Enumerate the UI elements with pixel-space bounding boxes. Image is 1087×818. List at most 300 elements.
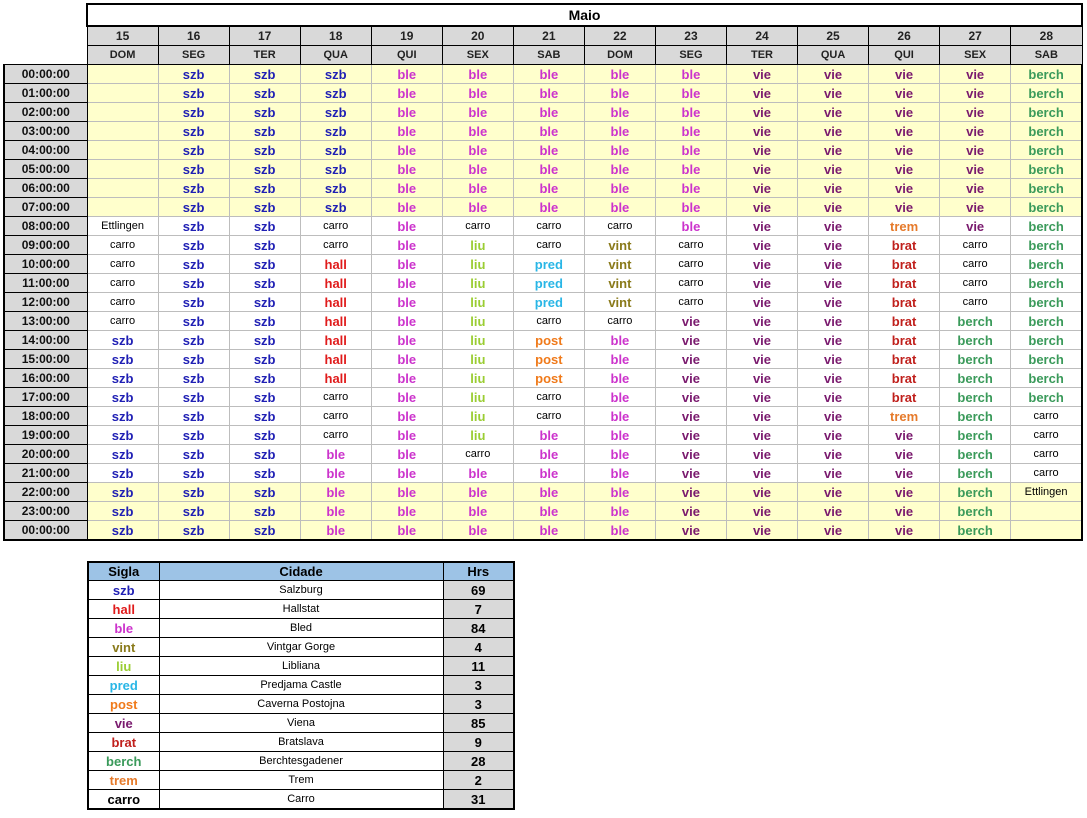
day-of-week: DOM bbox=[87, 46, 158, 65]
day-of-week: SEG bbox=[158, 46, 229, 65]
schedule-cell: szb bbox=[229, 426, 300, 445]
schedule-cell: hall bbox=[300, 274, 371, 293]
schedule-cell: hall bbox=[300, 293, 371, 312]
schedule-cell: vie bbox=[940, 217, 1011, 236]
schedule-cell: ble bbox=[655, 179, 726, 198]
schedule-cell: szb bbox=[229, 521, 300, 541]
schedule-cell: liu bbox=[442, 369, 513, 388]
schedule-row bbox=[4, 255, 1082, 274]
schedule-cell: ble bbox=[442, 483, 513, 502]
schedule-cell: szb bbox=[158, 293, 229, 312]
schedule-cell: vie bbox=[726, 84, 797, 103]
schedule-cell: post bbox=[513, 331, 584, 350]
schedule-cell: szb bbox=[158, 426, 229, 445]
time-label: 11:00:00 bbox=[4, 274, 87, 293]
schedule-cell: carro bbox=[300, 217, 371, 236]
day-of-week: SEX bbox=[442, 46, 513, 65]
schedule-cell: vie bbox=[726, 160, 797, 179]
schedule-cell: ble bbox=[371, 255, 442, 274]
schedule-cell: vie bbox=[798, 179, 869, 198]
schedule-cell: ble bbox=[371, 293, 442, 312]
schedule-cell: vie bbox=[869, 141, 940, 160]
day-of-week: SEX bbox=[940, 46, 1011, 65]
schedule-cell: carro bbox=[655, 236, 726, 255]
schedule-cell: szb bbox=[229, 502, 300, 521]
legend-header-sigla: Sigla bbox=[88, 562, 159, 581]
schedule-row bbox=[4, 236, 1082, 255]
legend-hours: 84 bbox=[443, 619, 514, 638]
legend-table bbox=[87, 561, 515, 810]
schedule-cell: berch bbox=[1011, 84, 1082, 103]
schedule-cell: liu bbox=[442, 331, 513, 350]
schedule-cell: szb bbox=[87, 502, 158, 521]
schedule-cell bbox=[87, 198, 158, 217]
schedule-cell: vie bbox=[798, 369, 869, 388]
schedule-cell: vie bbox=[798, 502, 869, 521]
day-number: 22 bbox=[584, 26, 655, 46]
legend-row bbox=[88, 638, 514, 657]
schedule-cell: vie bbox=[798, 388, 869, 407]
schedule-cell: szb bbox=[158, 217, 229, 236]
legend-row bbox=[88, 581, 514, 600]
time-label: 06:00:00 bbox=[4, 179, 87, 198]
schedule-row bbox=[4, 141, 1082, 160]
legend-hours: 69 bbox=[443, 581, 514, 600]
legend-city: Bratslava bbox=[159, 733, 443, 752]
schedule-cell: vie bbox=[726, 198, 797, 217]
schedule-cell: vie bbox=[869, 521, 940, 541]
day-number: 25 bbox=[798, 26, 869, 46]
schedule-cell: ble bbox=[371, 198, 442, 217]
schedule-cell: brat bbox=[869, 293, 940, 312]
schedule-cell: carro bbox=[655, 255, 726, 274]
schedule-cell: hall bbox=[300, 331, 371, 350]
schedule-cell: ble bbox=[584, 426, 655, 445]
schedule-cell: ble bbox=[584, 122, 655, 141]
schedule-cell: vie bbox=[655, 350, 726, 369]
day-number: 19 bbox=[371, 26, 442, 46]
schedule-cell: carro bbox=[300, 236, 371, 255]
schedule-cell: ble bbox=[442, 160, 513, 179]
schedule-cell: vie bbox=[869, 103, 940, 122]
schedule-cell: szb bbox=[229, 141, 300, 160]
schedule-cell: ble bbox=[371, 407, 442, 426]
schedule-cell: trem bbox=[869, 407, 940, 426]
legend-row bbox=[88, 676, 514, 695]
legend-hours: 3 bbox=[443, 695, 514, 714]
schedule-cell: vie bbox=[798, 464, 869, 483]
schedule-cell: pred bbox=[513, 255, 584, 274]
schedule-cell: ble bbox=[655, 122, 726, 141]
schedule-cell: ble bbox=[513, 426, 584, 445]
schedule-cell: ble bbox=[584, 521, 655, 541]
month-title: Maio bbox=[87, 4, 1082, 26]
schedule-cell: vie bbox=[869, 198, 940, 217]
schedule-cell: ble bbox=[371, 274, 442, 293]
schedule-cell: ble bbox=[442, 122, 513, 141]
schedule-cell: vint bbox=[584, 274, 655, 293]
schedule-cell: hall bbox=[300, 369, 371, 388]
time-label: 02:00:00 bbox=[4, 103, 87, 122]
legend-row bbox=[88, 733, 514, 752]
schedule-cell: carro bbox=[513, 388, 584, 407]
schedule-cell: vie bbox=[726, 369, 797, 388]
schedule-cell: ble bbox=[371, 122, 442, 141]
schedule-cell: vie bbox=[798, 141, 869, 160]
schedule-row bbox=[4, 502, 1082, 521]
schedule-cell: szb bbox=[229, 65, 300, 84]
schedule-cell: szb bbox=[158, 445, 229, 464]
schedule-cell: ble bbox=[371, 388, 442, 407]
schedule-cell: szb bbox=[158, 65, 229, 84]
legend-sigla: carro bbox=[88, 790, 159, 810]
schedule-cell: ble bbox=[584, 331, 655, 350]
schedule-cell: carro bbox=[584, 217, 655, 236]
schedule-cell: hall bbox=[300, 312, 371, 331]
schedule-cell: szb bbox=[300, 103, 371, 122]
schedule-cell: vie bbox=[798, 331, 869, 350]
schedule-cell: brat bbox=[869, 312, 940, 331]
schedule-row bbox=[4, 103, 1082, 122]
schedule-row bbox=[4, 483, 1082, 502]
schedule-cell: berch bbox=[940, 312, 1011, 331]
schedule-cell: szb bbox=[158, 350, 229, 369]
schedule-cell: vie bbox=[940, 122, 1011, 141]
schedule-cell: liu bbox=[442, 350, 513, 369]
schedule-cell: vie bbox=[655, 407, 726, 426]
legend-sigla: liu bbox=[88, 657, 159, 676]
schedule-cell: szb bbox=[158, 84, 229, 103]
schedule-cell: carro bbox=[87, 293, 158, 312]
time-label: 12:00:00 bbox=[4, 293, 87, 312]
schedule-cell bbox=[87, 103, 158, 122]
schedule-cell: ble bbox=[442, 103, 513, 122]
schedule-cell: carro bbox=[940, 293, 1011, 312]
schedule-cell: berch bbox=[940, 369, 1011, 388]
schedule-cell: liu bbox=[442, 388, 513, 407]
schedule-cell: ble bbox=[371, 350, 442, 369]
schedule-cell: vie bbox=[726, 65, 797, 84]
schedule-cell: szb bbox=[158, 483, 229, 502]
schedule-cell: szb bbox=[229, 217, 300, 236]
schedule-cell: carro bbox=[300, 407, 371, 426]
schedule-cell: ble bbox=[655, 141, 726, 160]
schedule-cell: vie bbox=[726, 217, 797, 236]
time-label: 13:00:00 bbox=[4, 312, 87, 331]
schedule-cell: szb bbox=[300, 160, 371, 179]
legend-row bbox=[88, 695, 514, 714]
schedule-row bbox=[4, 217, 1082, 236]
schedule-cell: carro bbox=[442, 445, 513, 464]
schedule-cell: carro bbox=[513, 312, 584, 331]
schedule-cell: szb bbox=[87, 483, 158, 502]
schedule-cell: szb bbox=[300, 65, 371, 84]
schedule-cell: vie bbox=[798, 160, 869, 179]
schedule-cell: szb bbox=[229, 293, 300, 312]
schedule-cell: vie bbox=[726, 122, 797, 141]
legend-hours: 28 bbox=[443, 752, 514, 771]
schedule-cell: berch bbox=[1011, 331, 1082, 350]
schedule-cell: szb bbox=[158, 103, 229, 122]
schedule-cell: ble bbox=[513, 141, 584, 160]
schedule-cell: carro bbox=[940, 236, 1011, 255]
schedule-cell: ble bbox=[442, 198, 513, 217]
time-label: 16:00:00 bbox=[4, 369, 87, 388]
schedule-cell: ble bbox=[300, 464, 371, 483]
schedule-cell: szb bbox=[158, 388, 229, 407]
schedule-cell: berch bbox=[1011, 141, 1082, 160]
schedule-cell: vie bbox=[798, 198, 869, 217]
schedule-row bbox=[4, 84, 1082, 103]
schedule-row bbox=[4, 407, 1082, 426]
time-label: 10:00:00 bbox=[4, 255, 87, 274]
time-label: 01:00:00 bbox=[4, 84, 87, 103]
schedule-cell: berch bbox=[1011, 236, 1082, 255]
schedule-cell: berch bbox=[940, 407, 1011, 426]
time-label: 03:00:00 bbox=[4, 122, 87, 141]
schedule-cell: vint bbox=[584, 293, 655, 312]
legend-hours: 9 bbox=[443, 733, 514, 752]
schedule-cell: szb bbox=[158, 160, 229, 179]
schedule-cell: vie bbox=[726, 312, 797, 331]
schedule-cell bbox=[1011, 521, 1082, 541]
schedule-cell: berch bbox=[1011, 255, 1082, 274]
legend-sigla: hall bbox=[88, 600, 159, 619]
schedule-cell: vie bbox=[726, 293, 797, 312]
schedule-cell: ble bbox=[371, 179, 442, 198]
legend-header-cidade: Cidade bbox=[159, 562, 443, 581]
schedule-cell: brat bbox=[869, 369, 940, 388]
legend-city: Trem bbox=[159, 771, 443, 790]
schedule-cell: szb bbox=[229, 483, 300, 502]
schedule-cell: ble bbox=[300, 483, 371, 502]
schedule-cell: brat bbox=[869, 236, 940, 255]
day-of-week: SAB bbox=[1011, 46, 1082, 65]
schedule-cell: berch bbox=[940, 464, 1011, 483]
schedule-cell: szb bbox=[229, 160, 300, 179]
schedule-row bbox=[4, 198, 1082, 217]
schedule-cell: vie bbox=[726, 274, 797, 293]
schedule-cell: szb bbox=[229, 407, 300, 426]
schedule-cell: ble bbox=[300, 521, 371, 541]
schedule-cell: berch bbox=[1011, 350, 1082, 369]
schedule-cell: szb bbox=[158, 122, 229, 141]
day-of-week: TER bbox=[229, 46, 300, 65]
schedule-cell: vie bbox=[726, 103, 797, 122]
legend-city: Caverna Postojna bbox=[159, 695, 443, 714]
schedule-cell: ble bbox=[513, 502, 584, 521]
schedule-cell: carro bbox=[940, 255, 1011, 274]
schedule-row bbox=[4, 274, 1082, 293]
schedule-cell: vie bbox=[726, 179, 797, 198]
schedule-cell: vie bbox=[726, 483, 797, 502]
legend-sigla: pred bbox=[88, 676, 159, 695]
schedule-cell bbox=[1011, 502, 1082, 521]
schedule-cell: vie bbox=[655, 388, 726, 407]
schedule-row bbox=[4, 445, 1082, 464]
schedule-cell: szb bbox=[87, 521, 158, 541]
schedule-cell: vie bbox=[655, 502, 726, 521]
schedule-cell: vie bbox=[869, 65, 940, 84]
schedule-cell: vie bbox=[940, 141, 1011, 160]
schedule-cell: szb bbox=[158, 464, 229, 483]
schedule-cell: ble bbox=[513, 122, 584, 141]
schedule-cell: ble bbox=[371, 217, 442, 236]
schedule-cell: carro bbox=[655, 293, 726, 312]
schedule-cell: ble bbox=[584, 502, 655, 521]
schedule-cell: vie bbox=[655, 464, 726, 483]
schedule-cell: vie bbox=[655, 331, 726, 350]
schedule-cell: berch bbox=[1011, 122, 1082, 141]
schedule-cell: ble bbox=[513, 103, 584, 122]
schedule-cell: berch bbox=[1011, 217, 1082, 236]
legend-sigla: vie bbox=[88, 714, 159, 733]
schedule-cell: szb bbox=[158, 179, 229, 198]
schedule-cell: szb bbox=[229, 274, 300, 293]
legend-sigla: berch bbox=[88, 752, 159, 771]
schedule-cell: szb bbox=[300, 141, 371, 160]
schedule-cell: vie bbox=[726, 350, 797, 369]
day-number-row bbox=[4, 26, 1082, 46]
schedule-cell: vie bbox=[798, 84, 869, 103]
schedule-cell: Ettlingen bbox=[1011, 483, 1082, 502]
day-number: 26 bbox=[869, 26, 940, 46]
schedule-cell: vie bbox=[798, 350, 869, 369]
schedule-cell bbox=[87, 84, 158, 103]
schedule-cell: ble bbox=[442, 179, 513, 198]
day-of-week: SAB bbox=[513, 46, 584, 65]
schedule-cell bbox=[87, 179, 158, 198]
legend-city: Bled bbox=[159, 619, 443, 638]
schedule-row bbox=[4, 179, 1082, 198]
day-of-week: TER bbox=[726, 46, 797, 65]
schedule-cell: vie bbox=[726, 407, 797, 426]
schedule-cell: liu bbox=[442, 312, 513, 331]
schedule-cell: berch bbox=[1011, 293, 1082, 312]
time-label: 17:00:00 bbox=[4, 388, 87, 407]
schedule-cell: carro bbox=[87, 312, 158, 331]
legend-city: Carro bbox=[159, 790, 443, 810]
schedule-cell: carro bbox=[442, 217, 513, 236]
time-label: 21:00:00 bbox=[4, 464, 87, 483]
schedule-cell: vie bbox=[655, 312, 726, 331]
schedule-cell: vie bbox=[655, 445, 726, 464]
legend-hours: 7 bbox=[443, 600, 514, 619]
schedule-cell: ble bbox=[300, 445, 371, 464]
schedule-cell: szb bbox=[158, 312, 229, 331]
schedule-row bbox=[4, 426, 1082, 445]
schedule-cell: carro bbox=[87, 255, 158, 274]
schedule-cell: carro bbox=[1011, 426, 1082, 445]
day-number: 23 bbox=[655, 26, 726, 46]
schedule-cell: carro bbox=[1011, 445, 1082, 464]
schedule-cell: szb bbox=[87, 407, 158, 426]
schedule-cell: szb bbox=[229, 350, 300, 369]
schedule-cell: ble bbox=[442, 464, 513, 483]
schedule-cell: carro bbox=[513, 407, 584, 426]
schedule-cell: ble bbox=[442, 141, 513, 160]
schedule-cell: carro bbox=[655, 274, 726, 293]
schedule-cell: szb bbox=[158, 141, 229, 160]
schedule-cell: ble bbox=[513, 198, 584, 217]
legend-header-hrs: Hrs bbox=[443, 562, 514, 581]
day-number: 18 bbox=[300, 26, 371, 46]
schedule-cell: vie bbox=[798, 445, 869, 464]
legend-city: Predjama Castle bbox=[159, 676, 443, 695]
schedule-cell: vie bbox=[655, 521, 726, 541]
schedule-cell: ble bbox=[371, 369, 442, 388]
legend-city: Salzburg bbox=[159, 581, 443, 600]
schedule-cell: szb bbox=[158, 236, 229, 255]
schedule-cell: vie bbox=[798, 426, 869, 445]
schedule-cell: carro bbox=[1011, 407, 1082, 426]
schedule-cell: szb bbox=[229, 103, 300, 122]
schedule-cell: ble bbox=[371, 84, 442, 103]
legend-sigla: brat bbox=[88, 733, 159, 752]
schedule-cell: szb bbox=[87, 369, 158, 388]
schedule-cell: vie bbox=[726, 502, 797, 521]
schedule-cell: ble bbox=[300, 502, 371, 521]
legend-sigla: ble bbox=[88, 619, 159, 638]
schedule-cell: post bbox=[513, 350, 584, 369]
schedule-cell: vie bbox=[726, 445, 797, 464]
legend-city: Viena bbox=[159, 714, 443, 733]
time-label: 19:00:00 bbox=[4, 426, 87, 445]
time-label: 09:00:00 bbox=[4, 236, 87, 255]
schedule-row bbox=[4, 350, 1082, 369]
day-of-week: QUI bbox=[371, 46, 442, 65]
schedule-cell: vie bbox=[798, 293, 869, 312]
legend-row bbox=[88, 771, 514, 790]
schedule-cell: szb bbox=[87, 331, 158, 350]
schedule-cell: szb bbox=[229, 84, 300, 103]
schedule-row bbox=[4, 293, 1082, 312]
schedule-cell: berch bbox=[940, 445, 1011, 464]
time-label: 07:00:00 bbox=[4, 198, 87, 217]
schedule-cell: pred bbox=[513, 293, 584, 312]
schedule-cell: szb bbox=[229, 198, 300, 217]
schedule-cell: vie bbox=[798, 274, 869, 293]
schedule-cell: berch bbox=[940, 388, 1011, 407]
schedule-cell: ble bbox=[655, 65, 726, 84]
schedule-cell: carro bbox=[87, 236, 158, 255]
weekday-row bbox=[4, 46, 1082, 65]
schedule-cell: berch bbox=[1011, 65, 1082, 84]
schedule-cell: ble bbox=[371, 312, 442, 331]
schedule-cell: ble bbox=[584, 160, 655, 179]
schedule-cell: ble bbox=[371, 426, 442, 445]
schedule-cell: vie bbox=[655, 426, 726, 445]
schedule-cell: szb bbox=[229, 464, 300, 483]
legend-hours: 85 bbox=[443, 714, 514, 733]
schedule-cell: berch bbox=[1011, 160, 1082, 179]
legend-sigla: szb bbox=[88, 581, 159, 600]
legend-row bbox=[88, 752, 514, 771]
schedule-cell: liu bbox=[442, 274, 513, 293]
schedule-cell: szb bbox=[300, 122, 371, 141]
schedule-cell: berch bbox=[1011, 369, 1082, 388]
schedule-cell: vie bbox=[726, 236, 797, 255]
schedule-cell: szb bbox=[300, 179, 371, 198]
schedule-cell: vie bbox=[940, 179, 1011, 198]
schedule-cell: ble bbox=[442, 65, 513, 84]
schedule-cell: ble bbox=[513, 521, 584, 541]
schedule-cell: szb bbox=[229, 445, 300, 464]
schedule-cell: vint bbox=[584, 236, 655, 255]
legend-row bbox=[88, 714, 514, 733]
schedule-cell: szb bbox=[229, 312, 300, 331]
legend-hours: 4 bbox=[443, 638, 514, 657]
